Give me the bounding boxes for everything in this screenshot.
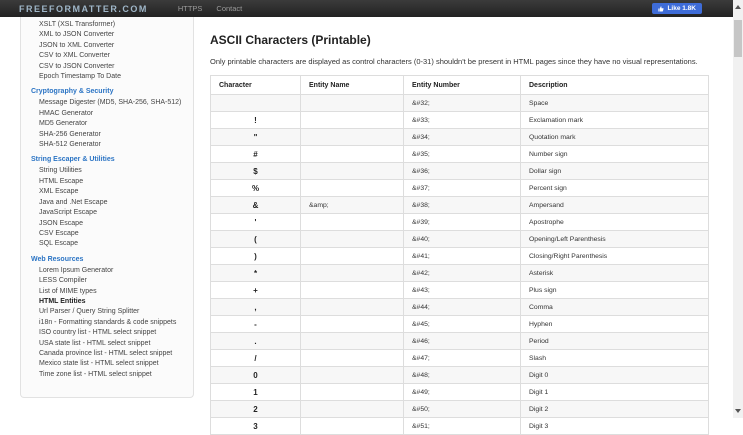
cell-entity-number: &#42; (404, 265, 521, 282)
cell-character: & (211, 197, 301, 214)
table-row (211, 282, 709, 299)
sidebar-item[interactable]: SHA-256 Generator (39, 130, 101, 138)
sidebar-item[interactable]: MD5 Generator (39, 120, 88, 128)
cell-entity-number: &#51; (404, 418, 521, 435)
cell-entity-name (301, 129, 404, 146)
cell-character: 1 (211, 384, 301, 401)
cell-description: Number sign (521, 146, 709, 163)
cell-description: Opening/Left Parenthesis (521, 231, 709, 248)
cell-entity-name (301, 316, 404, 333)
scroll-down-icon[interactable] (735, 409, 741, 413)
cell-description: Exclamation mark (521, 112, 709, 129)
cell-entity-number: &#39; (404, 214, 521, 231)
table-row (211, 299, 709, 316)
sidebar-group-header[interactable]: String Escaper & Utilities (31, 156, 115, 164)
sidebar-item-active[interactable]: HTML Entities (39, 297, 86, 305)
cell-description: Digit 2 (521, 401, 709, 418)
sidebar-item[interactable]: String Utilities (39, 167, 82, 175)
sidebar-item[interactable]: List of MIME types (39, 287, 97, 295)
sidebar-group-header[interactable]: Cryptography & Security (31, 88, 114, 96)
cell-entity-number: &#33; (404, 112, 521, 129)
table-row (211, 384, 709, 401)
table-row (211, 418, 709, 435)
cell-description: Plus sign (521, 282, 709, 299)
ascii-table (210, 75, 709, 435)
cell-entity-name (301, 418, 404, 435)
browser-scrollbar[interactable] (733, 0, 743, 418)
cell-description: Slash (521, 350, 709, 367)
table-body (211, 95, 709, 435)
column-header: Description (521, 76, 709, 95)
sidebar-item[interactable]: LESS Compiler (39, 277, 87, 285)
cell-entity-number: &#41; (404, 248, 521, 265)
cell-entity-number: &#44; (404, 299, 521, 316)
sidebar-item[interactable]: Java and .Net Escape (39, 198, 108, 206)
cell-entity-number: &#46; (404, 333, 521, 350)
cell-entity-name (301, 299, 404, 316)
sidebar-item[interactable]: JSON to XML Converter (39, 41, 115, 49)
cell-entity-name (301, 282, 404, 299)
sidebar-item[interactable]: Canada province list - HTML select snippet (39, 349, 173, 357)
cell-entity-name (301, 350, 404, 367)
table-row (211, 350, 709, 367)
sidebar-item[interactable]: USA state list - HTML select snippet (39, 339, 151, 347)
sidebar-item[interactable]: HMAC Generator (39, 109, 94, 117)
cell-entity-number: &#50; (404, 401, 521, 418)
cell-character: ( (211, 231, 301, 248)
sidebar-item[interactable]: ISO country list - HTML select snippet (39, 329, 157, 337)
cell-entity-number: &#40; (404, 231, 521, 248)
tools-sidebar (20, 17, 194, 398)
sidebar-item[interactable]: CSV to XML Converter (39, 52, 110, 60)
cell-entity-name (301, 231, 404, 248)
table-row (211, 367, 709, 384)
sidebar-item[interactable]: XSLT (XSL Transformer) (39, 21, 116, 28)
cell-entity-name (301, 367, 404, 384)
cell-entity-name (301, 214, 404, 231)
cell-character: " (211, 129, 301, 146)
table-row (211, 129, 709, 146)
table-row (211, 180, 709, 197)
main-content (210, 17, 712, 435)
cell-character: ! (211, 112, 301, 129)
cell-character: + (211, 282, 301, 299)
facebook-like-button[interactable] (652, 3, 702, 14)
cell-entity-number: &#38; (404, 197, 521, 214)
thumbs-up-icon (658, 6, 664, 12)
cell-entity-number: &#47; (404, 350, 521, 367)
cell-entity-number: &#32; (404, 95, 521, 112)
top-navbar (0, 0, 733, 17)
column-header: Entity Number (404, 76, 521, 95)
sidebar-item[interactable]: Mexico state list - HTML select snippet (39, 360, 159, 368)
page-title: ASCII Characters (Printable) (210, 33, 371, 47)
sidebar-item[interactable]: JavaScript Escape (39, 209, 97, 217)
table-row (211, 333, 709, 350)
cell-character: . (211, 333, 301, 350)
cell-character: % (211, 180, 301, 197)
cell-description: Apostrophe (521, 214, 709, 231)
cell-entity-name (301, 265, 404, 282)
table-row (211, 95, 709, 112)
table-row (211, 316, 709, 333)
table-row (211, 197, 709, 214)
sidebar-item[interactable]: SQL Escape (39, 240, 79, 248)
sidebar-item[interactable]: SHA-512 Generator (39, 141, 101, 149)
sidebar-item[interactable]: Epoch Timestamp To Date (39, 73, 121, 81)
column-header: Entity Name (301, 76, 404, 95)
sidebar-item[interactable]: i18n - Formatting standards & code snippets (39, 318, 177, 326)
cell-description: Digit 0 (521, 367, 709, 384)
cell-character: * (211, 265, 301, 282)
cell-description: Digit 3 (521, 418, 709, 435)
cell-entity-name (301, 180, 404, 197)
cell-entity-number: &#37; (404, 180, 521, 197)
scrollbar-thumb[interactable] (734, 20, 742, 57)
cell-description: Hyphen (521, 316, 709, 333)
cell-character: 3 (211, 418, 301, 435)
cell-entity-number: &#48; (404, 367, 521, 384)
cell-entity-number: &#43; (404, 282, 521, 299)
cell-entity-name (301, 333, 404, 350)
table-row (211, 401, 709, 418)
cell-description: Space (521, 95, 709, 112)
cell-entity-number: &#35; (404, 146, 521, 163)
cell-entity-name (301, 112, 404, 129)
cell-description: Comma (521, 299, 709, 316)
cell-character: - (211, 316, 301, 333)
table-row (211, 248, 709, 265)
cell-description: Period (521, 333, 709, 350)
cell-entity-number: &#49; (404, 384, 521, 401)
sidebar-item[interactable]: CSV to JSON Converter (39, 62, 115, 70)
table-row (211, 214, 709, 231)
sidebar-item[interactable]: Time zone list - HTML select snippet (39, 370, 152, 378)
cell-description: Percent sign (521, 180, 709, 197)
sidebar-item[interactable]: Message Digester (MD5, SHA-256, SHA-512) (39, 99, 182, 107)
sidebar-item[interactable]: XML to JSON Converter (39, 31, 115, 39)
intro-text: Only printable characters are displayed as control characters (0-31) shouldn't be present in HTML pages since they have no visual representations. (210, 57, 698, 66)
cell-entity-number: &#36; (404, 163, 521, 180)
cell-entity-name (301, 401, 404, 418)
table-row (211, 146, 709, 163)
cell-entity-name (301, 384, 404, 401)
cell-character: 0 (211, 367, 301, 384)
cell-description: Quotation mark (521, 129, 709, 146)
cell-description: Ampersand (521, 197, 709, 214)
cell-description: Dollar sign (521, 163, 709, 180)
sidebar-item[interactable]: CSV Escape (39, 229, 79, 237)
table-header-row (211, 76, 709, 95)
nav-link-contact[interactable]: Contact (216, 4, 243, 13)
cell-character: ) (211, 248, 301, 265)
cell-entity-name (301, 248, 404, 265)
sidebar-item[interactable]: HTML Escape (39, 177, 84, 185)
cell-entity-name (301, 163, 404, 180)
cell-entity-number: &#34; (404, 129, 521, 146)
table-row (211, 265, 709, 282)
nav-link-https[interactable]: HTTPS (177, 4, 203, 13)
table-row (211, 112, 709, 129)
sidebar-item[interactable]: Lorem Ipsum Generator (39, 266, 114, 274)
cell-character: / (211, 350, 301, 367)
like-count-label: Like 1.8K (667, 5, 696, 12)
cell-description: Asterisk (521, 265, 709, 282)
cell-entity-number: &#45; (404, 316, 521, 333)
scroll-up-icon[interactable] (735, 5, 741, 9)
table-row (211, 231, 709, 248)
cell-entity-name: &amp; (301, 197, 404, 214)
cell-character: , (211, 299, 301, 316)
cell-entity-name (301, 146, 404, 163)
cell-character: ' (211, 214, 301, 231)
cell-entity-name (301, 95, 404, 112)
sidebar-group-header[interactable]: Web Resources (31, 255, 84, 263)
sidebar-item[interactable]: Url Parser / Query String Splitter (39, 308, 140, 316)
sidebar-item[interactable]: XML Escape (39, 188, 79, 196)
cell-character: $ (211, 163, 301, 180)
cell-description: Closing/Right Parenthesis (521, 248, 709, 265)
sidebar-item[interactable]: JSON Escape (39, 219, 83, 227)
site-logo[interactable]: FREEFORMATTER.COM (19, 3, 148, 14)
table-row (211, 163, 709, 180)
cell-description: Digit 1 (521, 384, 709, 401)
column-header: Character (211, 76, 301, 95)
cell-character: 2 (211, 401, 301, 418)
cell-character (211, 95, 301, 112)
cell-character: # (211, 146, 301, 163)
